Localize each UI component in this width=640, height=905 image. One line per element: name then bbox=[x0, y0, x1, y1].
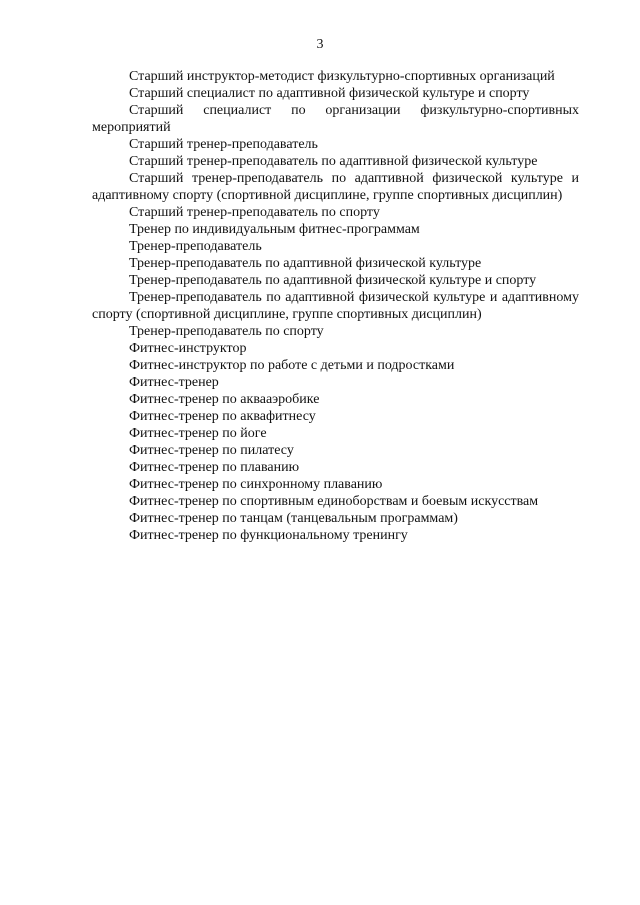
list-item: Старший специалист по организации физкультурно-спортивных мероприятий bbox=[92, 103, 579, 135]
list-item: Тренер-преподаватель bbox=[129, 239, 262, 254]
list-item: Старший тренер-преподаватель по адаптивной физической культуре bbox=[129, 154, 538, 169]
list-item: Старший тренер-преподаватель bbox=[129, 137, 318, 152]
list-item: Фитнес-тренер по пилатесу bbox=[129, 443, 294, 458]
list-item: Фитнес-тренер по йоге bbox=[129, 426, 267, 441]
list-item: Старший тренер-преподаватель по спорту bbox=[129, 205, 380, 220]
list-item: Фитнес-тренер по функциональному тренингу bbox=[129, 528, 408, 543]
list-item: Тренер-преподаватель по адаптивной физической культуре и спорту bbox=[129, 273, 537, 288]
page-number: 3 bbox=[316, 37, 324, 52]
list-item: Фитнес-инструктор по работе с детьми и подростками bbox=[129, 358, 455, 373]
list-item: Тренер-преподаватель по адаптивной физической культуре bbox=[129, 256, 482, 271]
list-item: Фитнес-инструктор bbox=[129, 341, 247, 356]
list-item: Фитнес-тренер по плаванию bbox=[129, 460, 300, 475]
list-item: Старший тренер-преподаватель по адаптивной физической культуре и адаптивному спорту (спортивной дисциплине, группе спортивных дисциплин) bbox=[92, 171, 579, 203]
list-item: Тренер-преподаватель по спорту bbox=[129, 324, 324, 339]
list-item: Фитнес-тренер bbox=[129, 375, 219, 390]
list-item: Фитнес-тренер по спортивным единоборствам и боевым искусствам bbox=[129, 494, 539, 509]
list-item: Старший инструктор-методист физкультурно-спортивных организаций bbox=[129, 69, 555, 84]
job-title-list bbox=[92, 68, 579, 544]
list-item: Тренер-преподаватель по адаптивной физической культуре и адаптивному спорту (спортивной дисциплине, группе спортивных дисциплин) bbox=[92, 290, 579, 322]
list-item: Фитнес-тренер по синхронному плаванию bbox=[129, 477, 383, 492]
list-item: Тренер по индивидуальным фитнес-программам bbox=[129, 222, 420, 237]
list-item: Фитнес-тренер по аквааэробике bbox=[129, 392, 320, 407]
list-item: Старший специалист по адаптивной физической культуре и спорту bbox=[129, 86, 530, 101]
list-item: Фитнес-тренер по аквафитнесу bbox=[129, 409, 316, 424]
list-item: Фитнес-тренер по танцам (танцевальным программам) bbox=[129, 511, 458, 526]
